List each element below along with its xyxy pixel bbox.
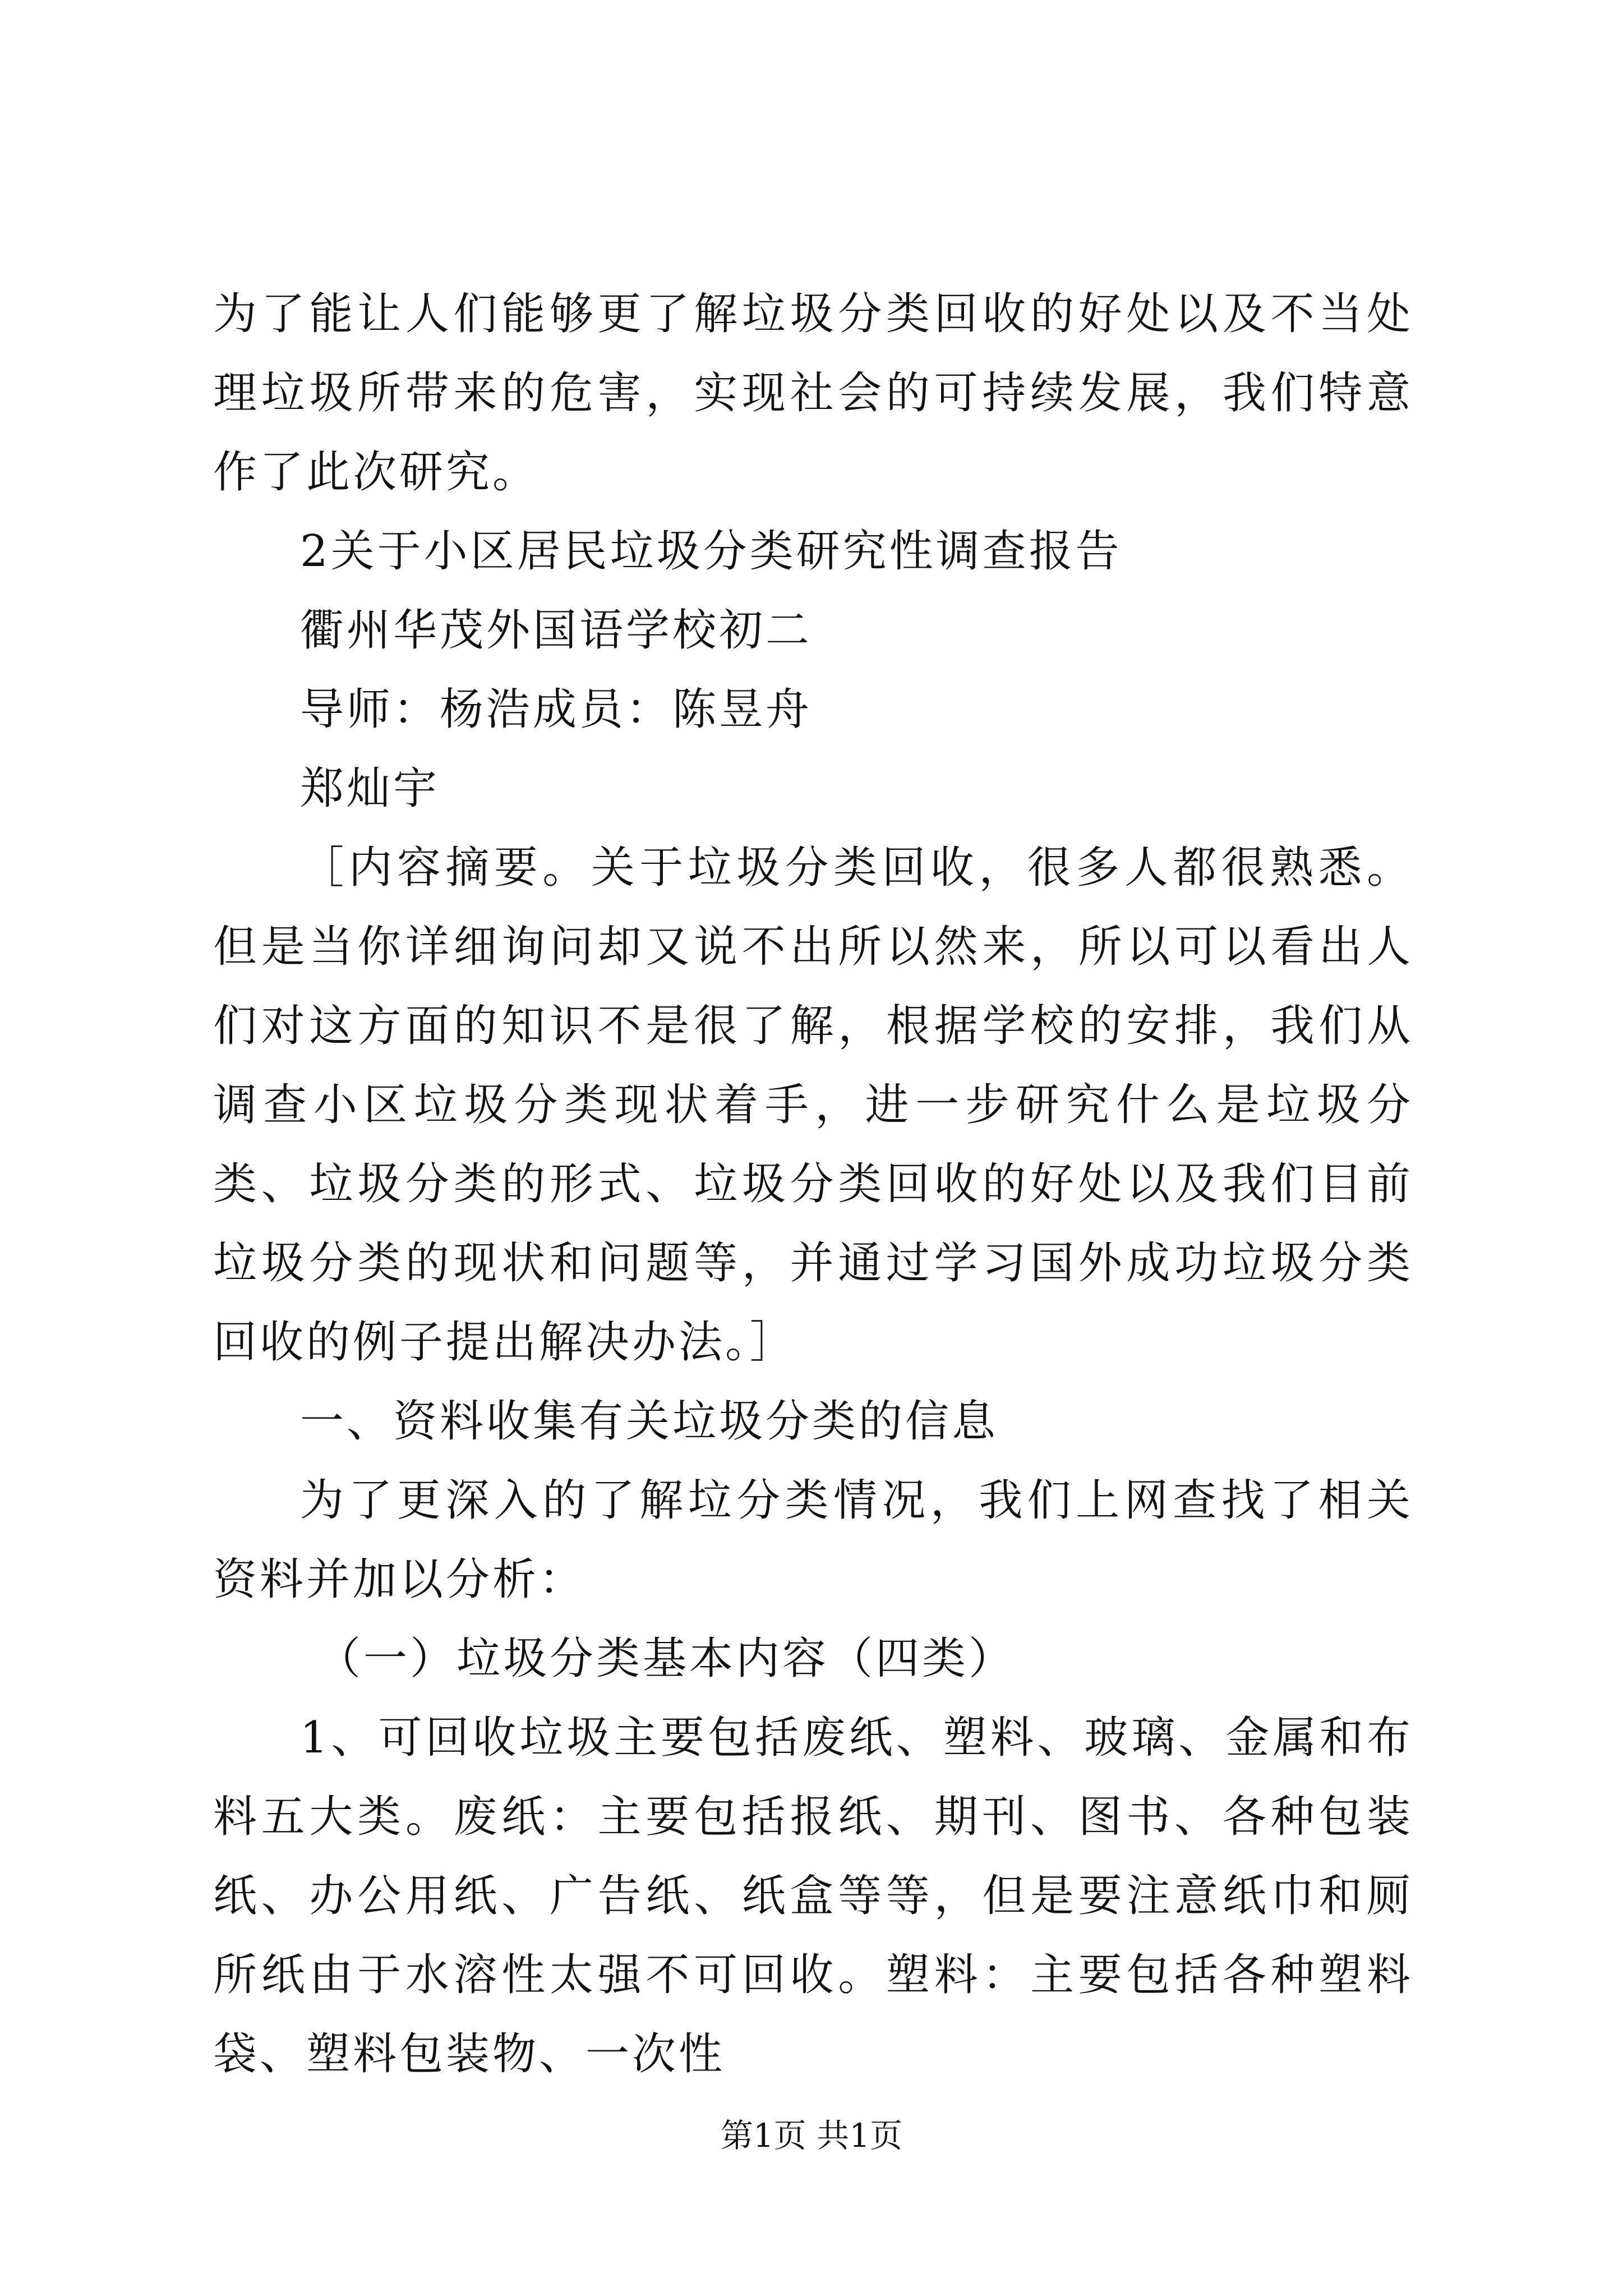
authors-line: 导师：杨浩成员：陈昱舟 bbox=[300, 684, 813, 735]
section-heading-1: 一、资料收集有关垃圾分类的信息 bbox=[300, 1396, 999, 1447]
school-name: 衢州华茂外国语学校初二 bbox=[300, 605, 813, 656]
paragraph-continuation: 为了能让人们能够更了解垃圾分类回收的好处以及不当处理垃圾所带来的危害，实现社会的可持续发展，我们特意作了此次研究。 bbox=[213, 289, 1413, 498]
author-line-2: 郑灿宇 bbox=[300, 763, 440, 814]
item-1-paragraph: 1、可回收垃圾主要包括废纸、塑料、玻璃、金属和布料五大类。废纸：主要包括报纸、期刊、图书、各种包装纸、办公用纸、广告纸、纸盒等等，但是要注意纸巾和厕所纸由于水溶性太强不可回收。塑料：主要包括各种塑料袋、塑料包装物、一次性 bbox=[213, 1713, 1413, 2079]
subsection-heading-1: （一）垃圾分类基本内容（四类） bbox=[317, 1634, 1016, 1684]
abstract-paragraph: ［内容摘要。关于垃圾分类回收，很多人都很熟悉。但是当你详细询问却又说不出所以然来，所以可以看出人们对这方面的知识不是很了解，根据学校的安排，我们从调查小区垃圾分类现状着手，进一步研究什么是垃圾分类、垃圾分类的形式、垃圾分类回收的好处以及我们目前垃圾分类的现状和问题等，并通过学习国外成功垃圾分类回收的例子提出解决办法。］ bbox=[213, 843, 1413, 1368]
section1-intro-paragraph: 为了更深入的了解垃分类情况，我们上网查找了相关资料并加以分析： bbox=[213, 1475, 1413, 1605]
report-title: 2关于小区居民垃圾分类研究性调查报告 bbox=[300, 526, 1122, 577]
document-body bbox=[213, 275, 1413, 2094]
page-footer: 第1页 共1页 bbox=[720, 2116, 903, 2155]
